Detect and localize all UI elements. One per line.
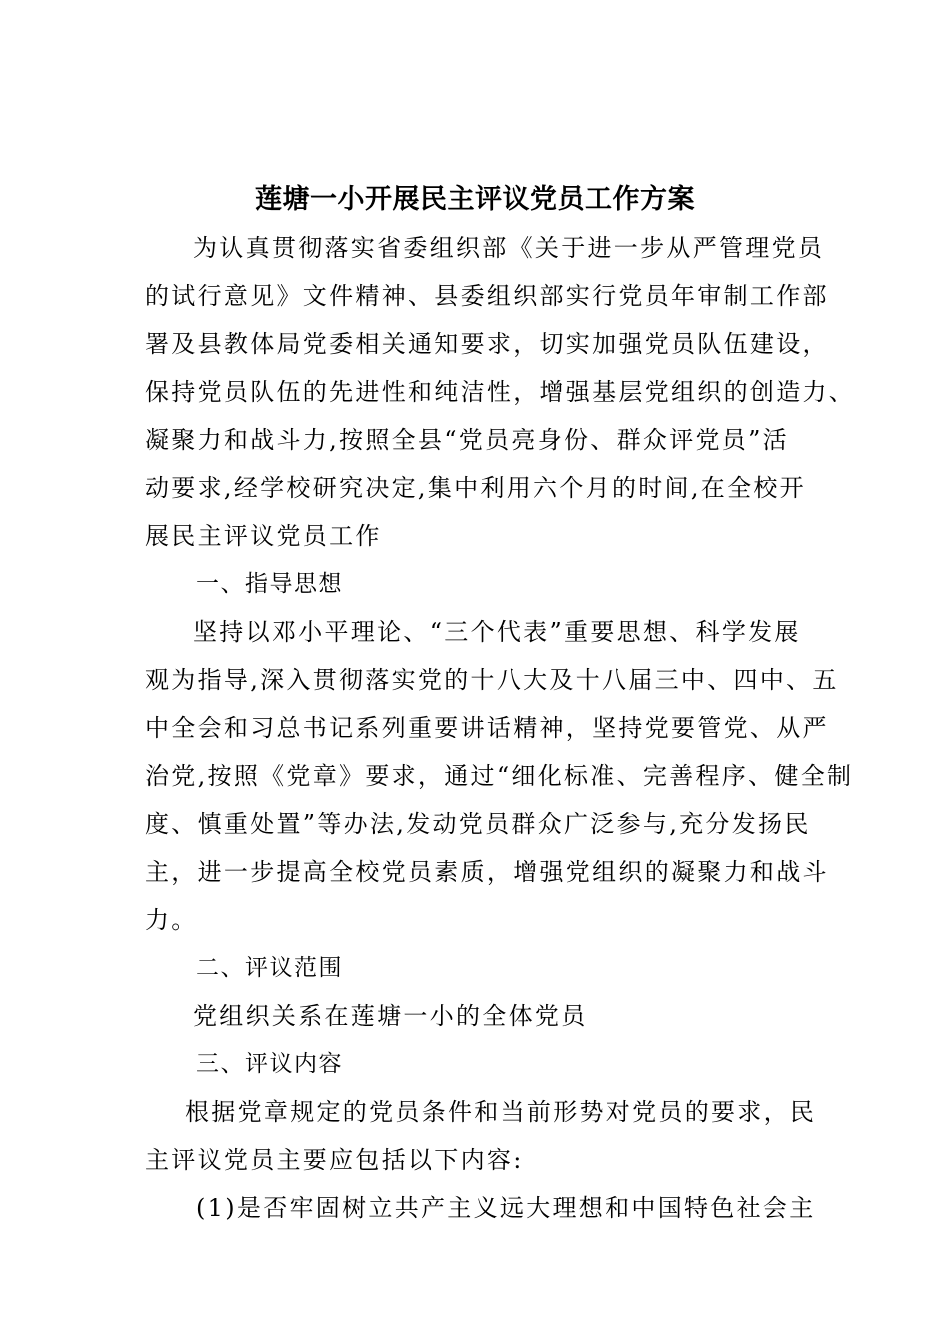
intro-line-3: 署及县教体局党委相关通知要求，切实加强党员队伍建设， — [145, 330, 829, 358]
intro-line-1: 为认真贯彻落实省委组织部《关于进一步从严管理党员 — [193, 234, 825, 262]
intro-line-7: 展民主评议党员工作 — [145, 522, 382, 550]
section3-line-2: 主评议党员主要应包括以下内容: — [145, 1146, 524, 1174]
section-heading-guiding-thought: 一、指导思想 — [196, 571, 343, 597]
section1-line-3: 中全会和习总书记系列重要讲话精神，坚持党要管党、从严 — [145, 714, 829, 742]
section2-line-1: 党组织关系在莲塘一小的全体党员 — [193, 1002, 588, 1030]
section1-line-7: 力。 — [145, 906, 198, 934]
section3-line-3: (1)是否牢固树立共产主义远大理想和中国特色社会主 — [196, 1194, 816, 1222]
section1-line-2: 观为指导,深入贯彻落实党的十八大及十八届三中、四中、五 — [145, 666, 839, 694]
section-heading-content: 三、评议内容 — [196, 1051, 343, 1077]
section1-line-5: 度、慎重处置”等办法,发动党员群众广泛参与,充分发扬民 — [145, 810, 811, 838]
intro-line-4: 保持党员队伍的先进性和纯洁性，增强基层党组织的创造力、 — [145, 378, 856, 406]
document-title: 莲塘一小开展民主评议党员工作方案 — [255, 184, 695, 215]
section1-line-1: 坚持以邓小平理论、“三个代表”重要思想、科学发展 — [193, 618, 801, 646]
intro-line-6: 动要求,经学校研究决定,集中利用六个月的时间,在全校开 — [145, 474, 806, 502]
intro-line-5: 凝聚力和战斗力,按照全县“党员亮身份、群众评党员”活 — [145, 426, 789, 454]
section1-line-6: 主，进一步提高全校党员素质，增强党组织的凝聚力和战斗 — [145, 858, 829, 886]
section1-line-4: 治党,按照《党章》要求，通过“细化标准、完善程序、健全制 — [145, 762, 854, 790]
section-heading-scope: 二、评议范围 — [196, 955, 343, 981]
section3-line-1: 根据党章规定的党员条件和当前形势对党员的要求，民 — [185, 1098, 817, 1126]
intro-line-2: 的试行意见》文件精神、县委组织部实行党员年审制工作部 — [145, 282, 829, 310]
